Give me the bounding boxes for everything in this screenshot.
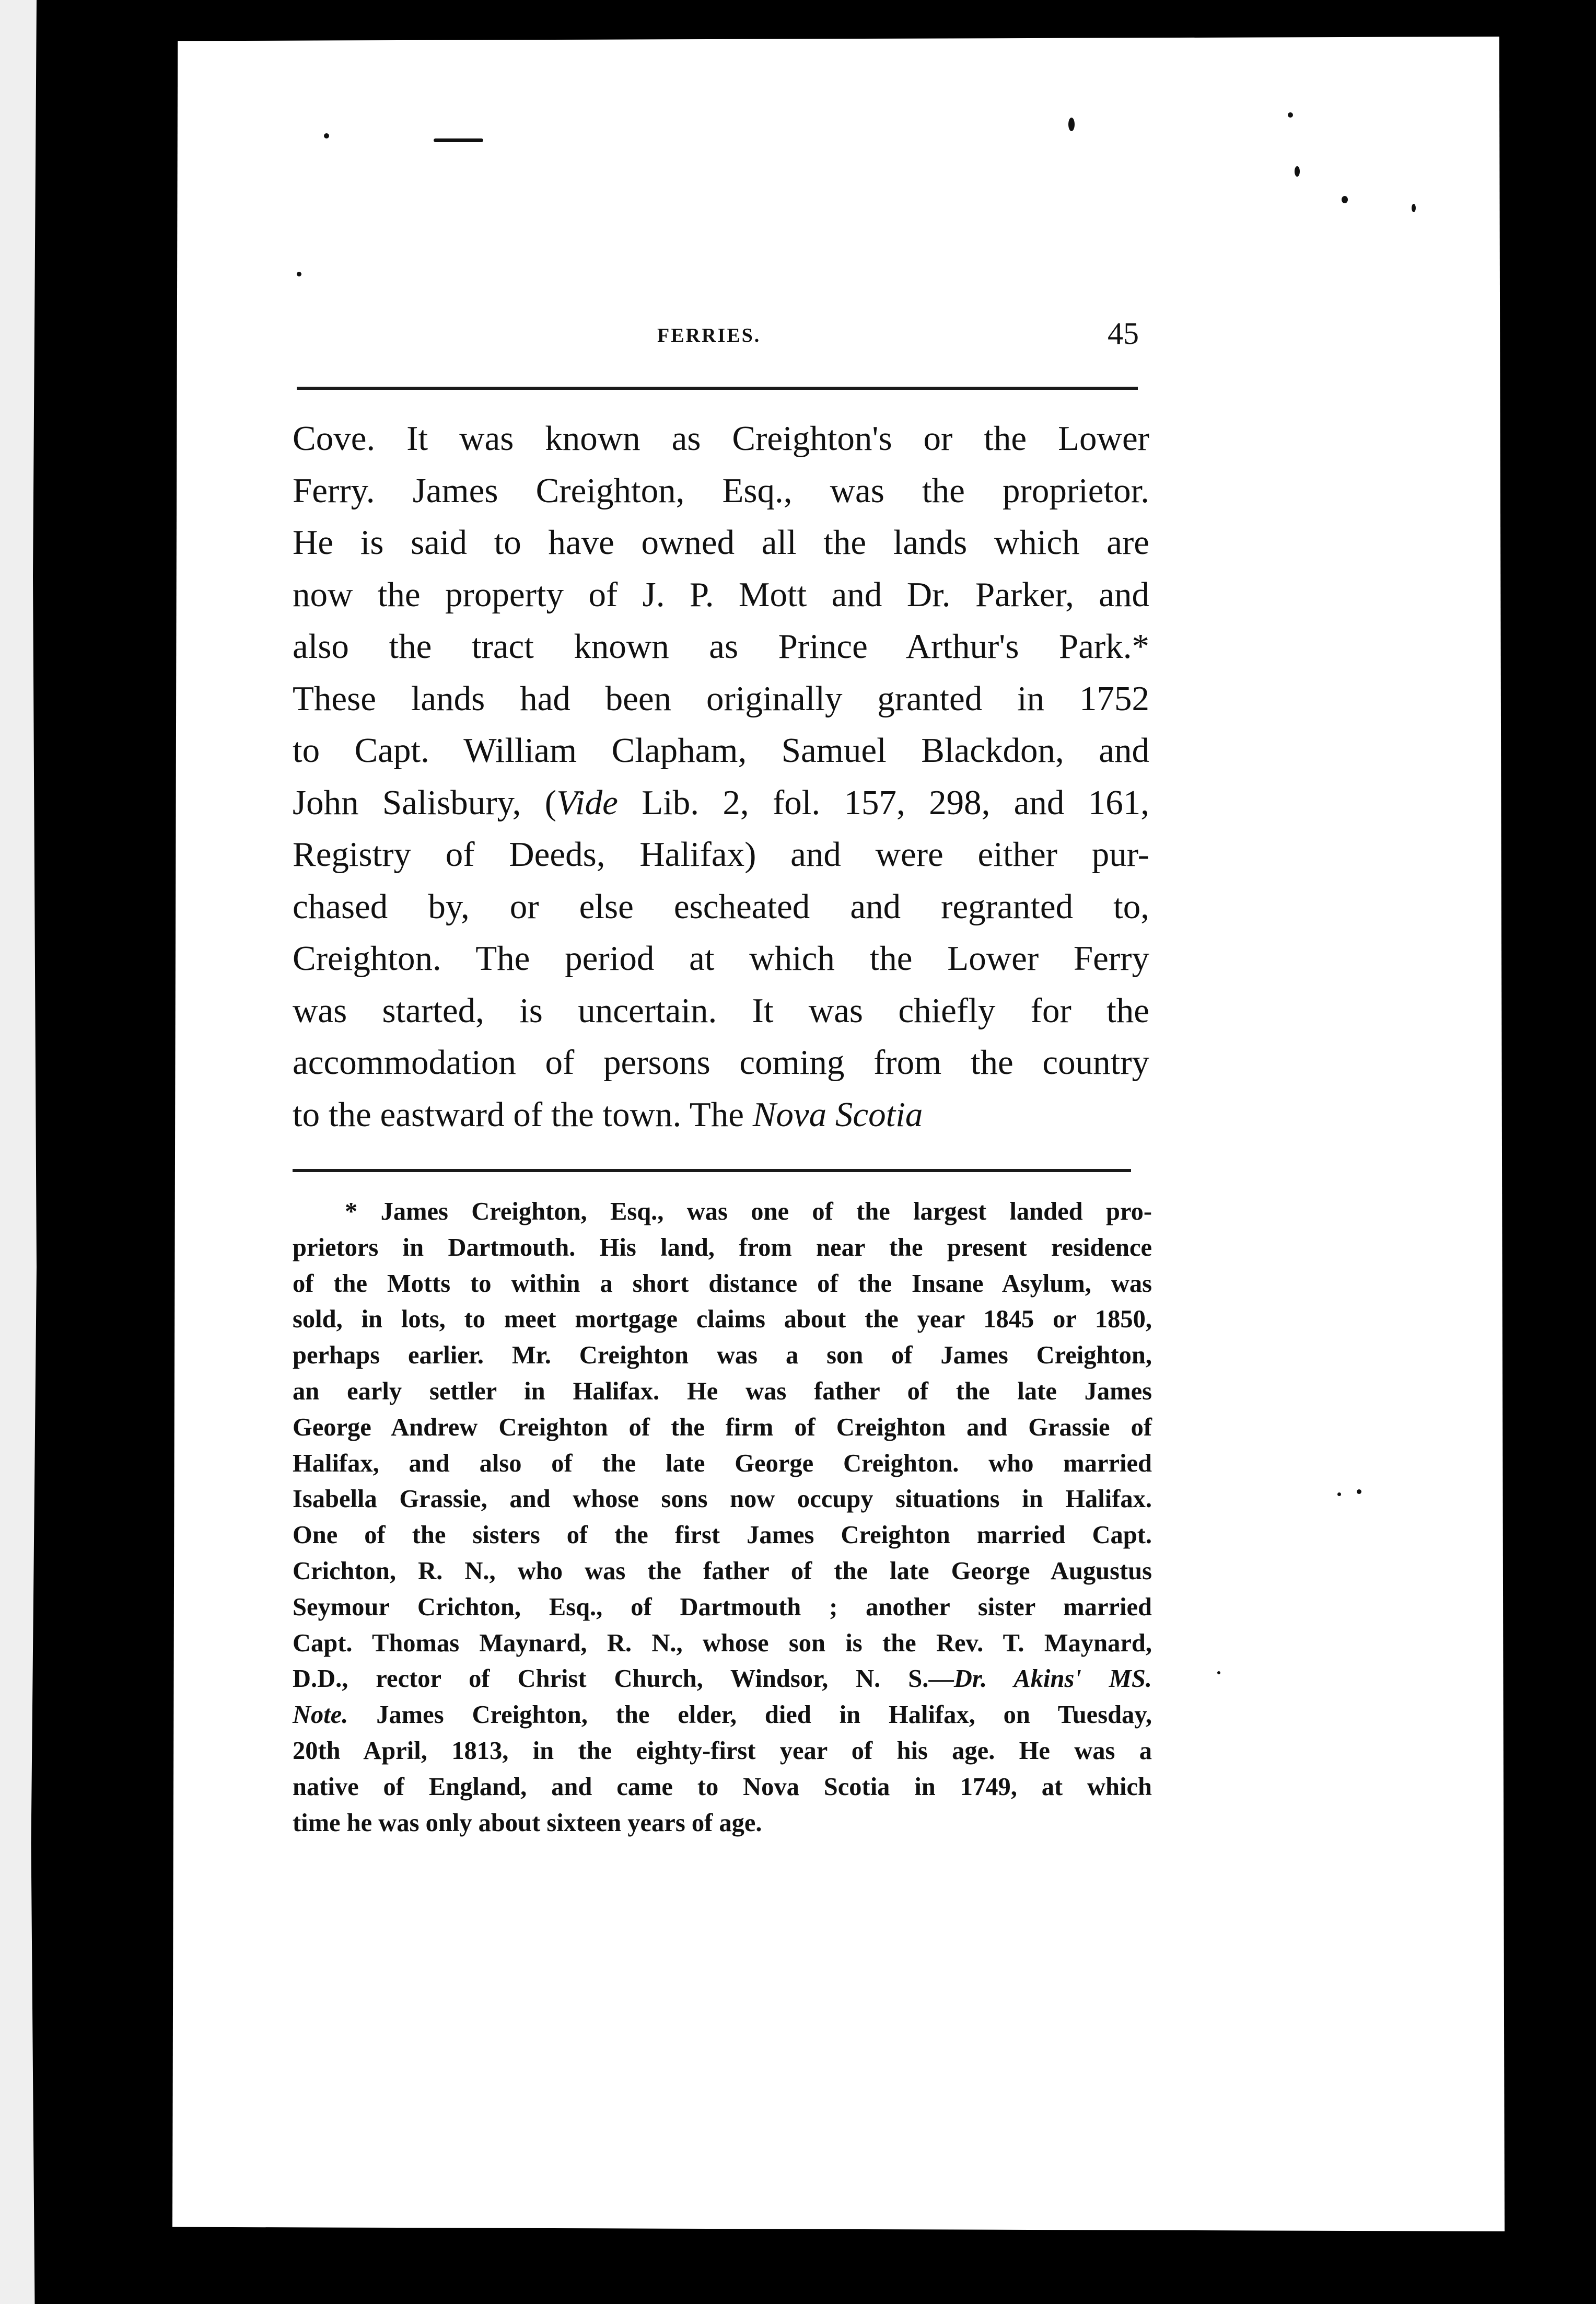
scan-speck	[1295, 166, 1300, 177]
text-run: James Creighton, the elder, died in Halifax, on Tuesday,	[348, 1701, 1152, 1729]
scan-speck	[1357, 1489, 1361, 1494]
body-line: to Capt. William Clapham, Samuel Blackdon, and	[293, 731, 1149, 770]
body-line	[293, 1089, 1149, 1141]
footnote-line: time he was only about sixteen years of age.	[293, 1809, 762, 1837]
text-run: John Salisbury, (	[293, 783, 557, 822]
body-line: Ferry. James Creighton, Esq., was the proprietor.	[293, 471, 1149, 510]
footnote-line	[293, 1661, 1152, 1697]
footnote-line: Halifax, and also of the late George Creighton. who married	[293, 1449, 1152, 1477]
body-line: These lands had been originally granted in 1752	[293, 679, 1149, 718]
scan-speck	[297, 272, 301, 276]
body-line	[293, 777, 1149, 829]
italic-text-run: Dr. Akins' MS.	[953, 1665, 1152, 1693]
text-run: Lib. 2, fol. 157, 298, and 161,	[618, 783, 1149, 822]
body-line: Registry of Deeds, Halifax) and were either pur-	[293, 835, 1149, 874]
footnote-line: Isabella Grassie, and whose sons now occupy situations in Halifax.	[293, 1485, 1152, 1513]
body-line: He is said to have owned all the lands which are	[293, 523, 1149, 562]
footnote-line: 20th April, 1813, in the eighty-first year of his age. He was a	[293, 1736, 1152, 1765]
running-head: FERRIES.	[657, 325, 761, 346]
body-line: chased by, or else escheated and regranted to,	[293, 887, 1149, 926]
scan-speck	[434, 138, 483, 142]
text-run: D.D., rector of Christ Church, Windsor, N. S.—	[293, 1665, 954, 1693]
footnote-line: Capt. Thomas Maynard, R. N., whose son is the Rev. T. Maynard,	[293, 1629, 1152, 1657]
body-line: also the tract known as Prince Arthur's Park.*	[293, 627, 1149, 666]
footnote	[293, 1194, 1152, 1841]
page-number: 45	[1108, 316, 1139, 351]
scan-speck	[324, 133, 329, 138]
footnote-line: One of the sisters of the first James Creighton married Capt.	[293, 1521, 1152, 1549]
body-text	[293, 413, 1149, 1141]
italic-text-run: Note.	[293, 1701, 348, 1729]
footnote-line: Seymour Crichton, Esq., of Dartmouth ; another sister married	[293, 1593, 1152, 1621]
scan-speck	[1217, 1671, 1220, 1674]
scan-speck	[1288, 112, 1293, 118]
scan-speck	[1068, 118, 1075, 131]
scan-speck	[1337, 1492, 1341, 1496]
header-rule	[297, 387, 1138, 390]
footnote-line: perhaps earlier. Mr. Creighton was a son of James Creighton,	[293, 1341, 1152, 1370]
footnote-line: native of England, and came to Nova Scotia in 1749, at which	[293, 1773, 1152, 1801]
footnote-rule	[293, 1169, 1131, 1172]
body-line: was started, is uncertain. It was chiefly for the	[293, 991, 1149, 1030]
text-run: to the eastward of the town. The	[293, 1095, 753, 1134]
body-line: Creighton. The period at which the Lower Ferry	[293, 939, 1149, 978]
body-line: now the property of J. P. Mott and Dr. Parker, and	[293, 575, 1149, 614]
body-line: Cove. It was known as Creighton's or the Lower	[293, 419, 1149, 458]
footnote-line: prietors in Dartmouth. His land, from near the present residence	[293, 1233, 1152, 1261]
scan-edge-strip	[0, 0, 37, 2304]
italic-text-run: Nova Scotia	[752, 1095, 923, 1134]
scan-speck	[1342, 196, 1348, 203]
footnote-line: an early settler in Halifax. He was father of the late James	[293, 1377, 1152, 1405]
italic-text-run: Vide	[556, 783, 618, 822]
scan-speck	[1412, 204, 1416, 212]
footnote-line: Crichton, R. N., who was the father of the late George Augustus	[293, 1557, 1152, 1585]
footnote-line: of the Motts to within a short distance of the Insane Asylum, was	[293, 1269, 1152, 1298]
footnote-line: * James Creighton, Esq., was one of the largest landed pro-	[345, 1198, 1152, 1225]
footnote-line	[293, 1697, 1152, 1733]
footnote-line: sold, in lots, to meet mortgage claims about the year 1845 or 1850,	[293, 1305, 1152, 1334]
footnote-line: George Andrew Creighton of the firm of Creighton and Grassie of	[293, 1413, 1152, 1441]
body-line: accommodation of persons coming from the country	[293, 1043, 1149, 1082]
